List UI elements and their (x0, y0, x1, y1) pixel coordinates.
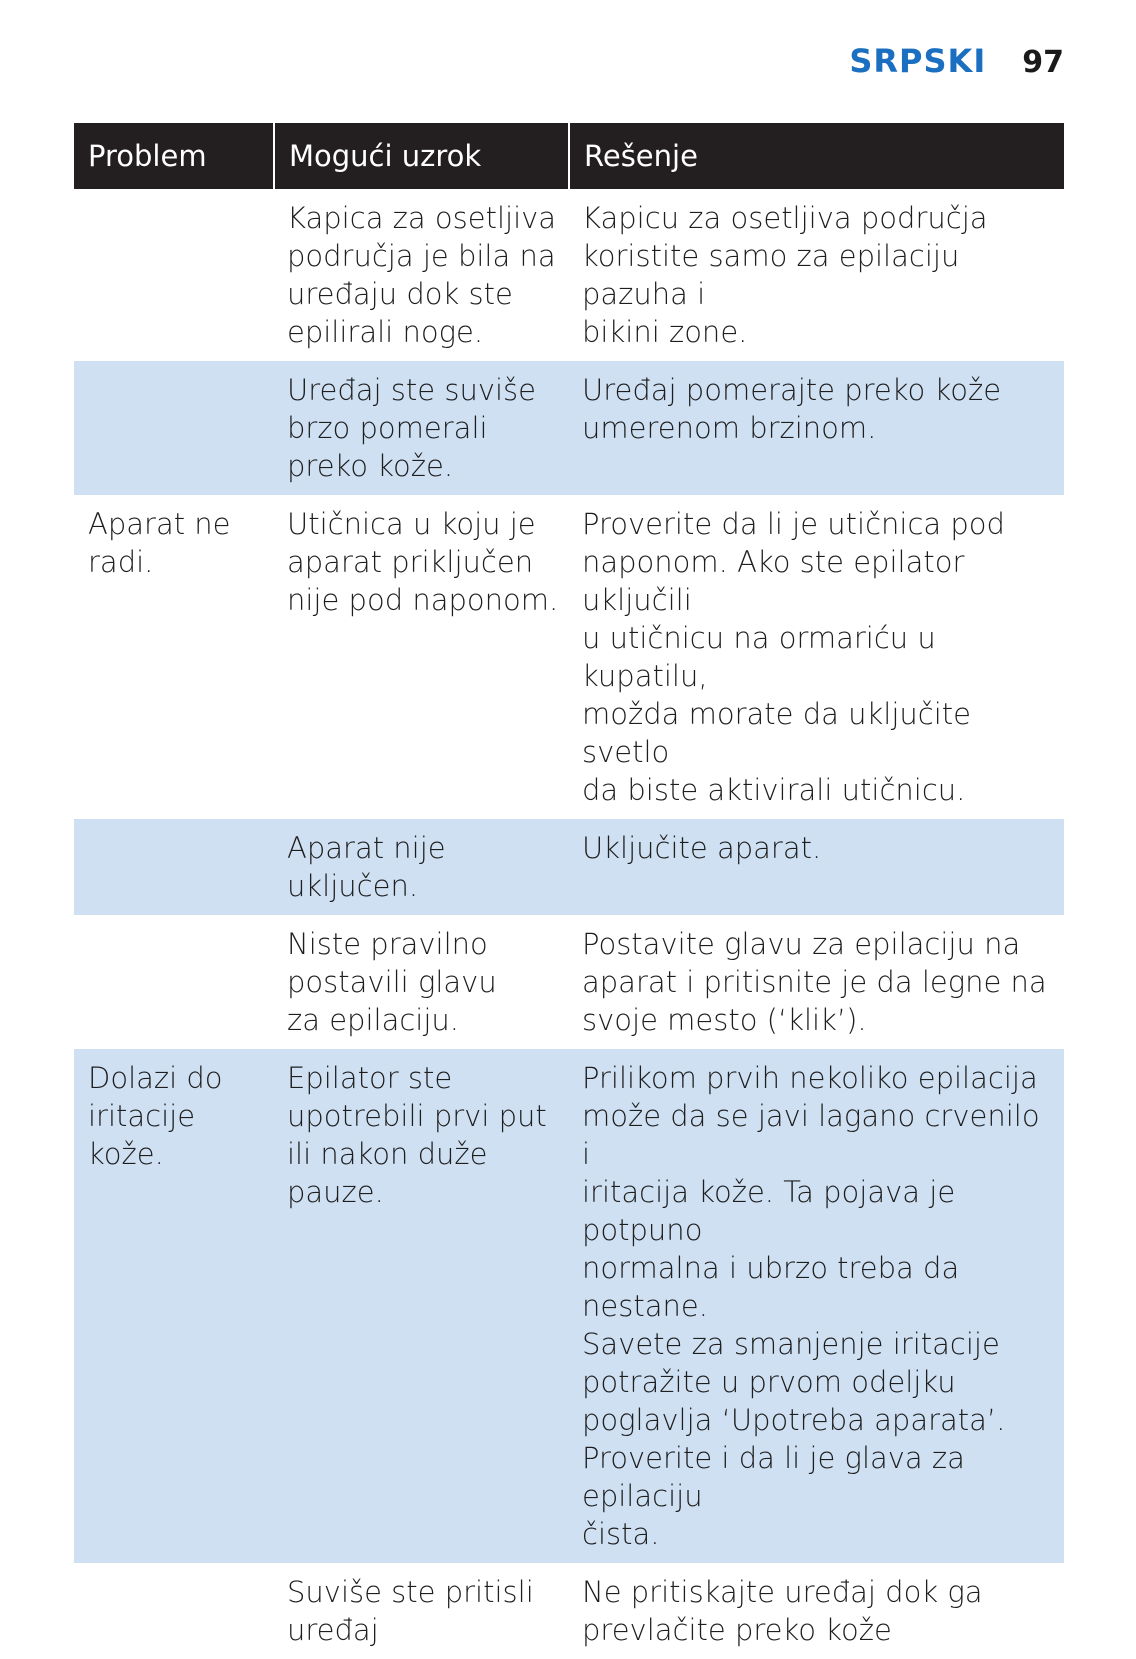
problem-cell: Dolazi do iritacije kože. (88, 1061, 223, 1171)
problem-cell (74, 189, 273, 361)
cause-cell: Aparat nije uključen. (287, 831, 446, 903)
cause-cell: Utičnica u koju je aparat priključen nije pod naponom. (287, 507, 559, 617)
language-label: SRPSKI (849, 42, 987, 80)
problem-cell (74, 915, 273, 1049)
table-row (74, 495, 1064, 819)
solution-cell: Ne pritiskajte uređaj dok ga prevlačite preko kože (582, 1575, 983, 1647)
table-header (74, 123, 1064, 189)
table-row (74, 915, 1064, 1049)
problem-cell (74, 819, 273, 915)
cause-cell: Niste pravilno postavili glavu za epilaciju. (287, 927, 497, 1037)
page-number: 97 (1022, 45, 1064, 80)
cause-cell: Uređaj ste suviše brzo pomerali preko kože. (287, 373, 537, 483)
problem-cell: Aparat ne radi. (88, 507, 231, 579)
table-row (74, 819, 1064, 915)
table-row (74, 1563, 1064, 1659)
column-header-problem: Problem (88, 139, 207, 173)
page-header (849, 42, 1064, 80)
cause-cell: Kapica za osetljiva područja je bila na uređaju dok ste epilirali noge. (287, 201, 557, 349)
cause-cell: Epilator ste upotrebili prvi put ili nakon duže pauze. (287, 1061, 547, 1209)
table-row (74, 1049, 1064, 1563)
solution-cell: Proverite da li je utičnica pod naponom. Ako ste epilator uključili u utičnicu na ormariću u kupatilu, možda morate da uključite svetlo da biste aktivirali utičnicu. (582, 507, 1005, 807)
solution-cell: Prilikom prvih nekoliko epilacija može da se javi lagano crvenilo i iritacija kože. Ta pojava je potpuno normalna i ubrzo treba da nestane. Savete za smanjenje iritacije potražite u prvom odeljku poglavlja ‘Upotreba aparata’. Proverite i da li je glava za epilaciju čista. (582, 1061, 1040, 1551)
cause-cell: Suviše ste pritisli uređaj (287, 1575, 534, 1647)
column-header-solution: Rešenje (568, 123, 1064, 189)
table-row (74, 189, 1064, 361)
column-header-cause: Mogući uzrok (273, 123, 568, 189)
solution-cell: Uređaj pomerajte preko kože umerenom brzinom. (582, 373, 1002, 445)
problem-cell (74, 361, 273, 495)
problem-cell (74, 1563, 273, 1659)
troubleshooting-table (74, 123, 1064, 1659)
solution-cell: Uključite aparat. (582, 831, 822, 865)
solution-cell: Kapicu za osetljiva područja koristite samo za epilaciju pazuha i bikini zone. (582, 201, 988, 349)
solution-cell: Postavite glavu za epilaciju na aparat i pritisnite je da legne na svoje mesto (‘klik’). (582, 927, 1047, 1037)
table-row (74, 361, 1064, 495)
